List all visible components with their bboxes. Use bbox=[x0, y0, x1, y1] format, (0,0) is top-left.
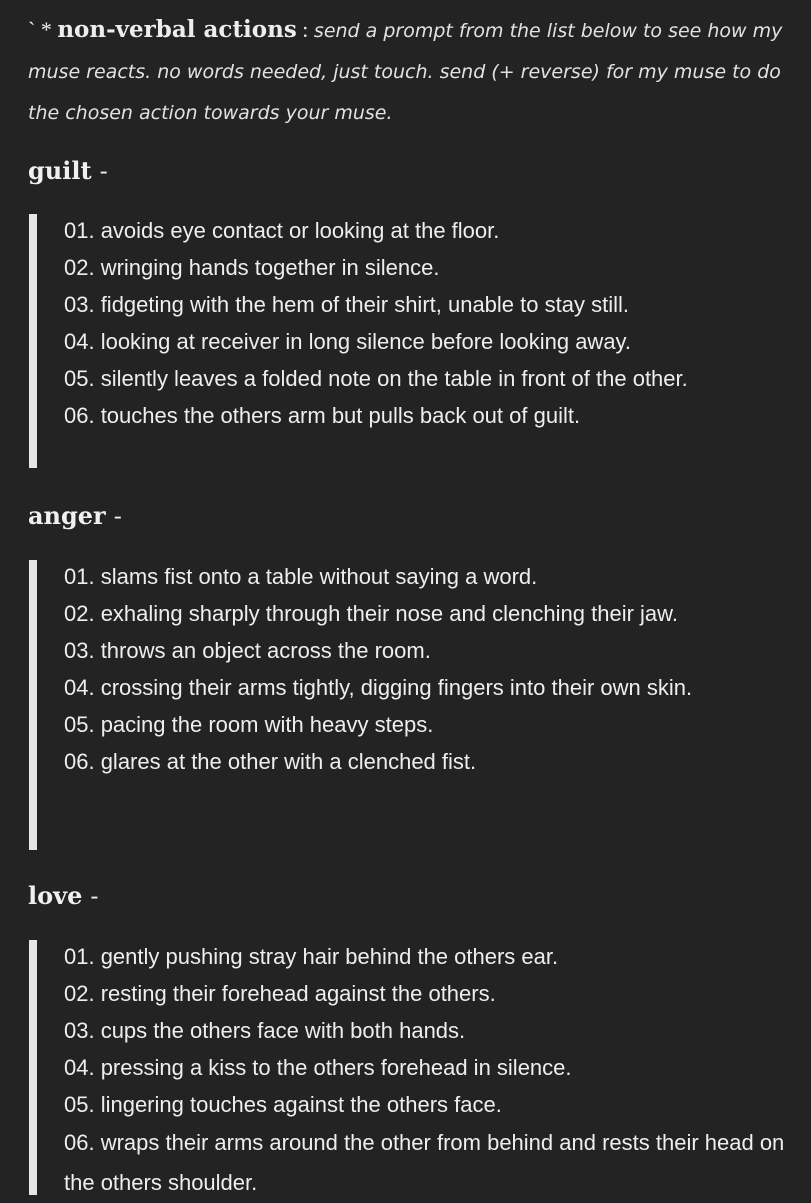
list-item: 02. resting their forehead against the others. bbox=[64, 981, 496, 1006]
action-list-guilt bbox=[64, 212, 794, 434]
section-heading-label: guilt bbox=[28, 156, 92, 185]
section-heading-anger bbox=[28, 501, 122, 531]
section-heading-dash: - bbox=[90, 882, 99, 910]
section-heading-dash: - bbox=[113, 502, 122, 530]
post-title: non-verbal actions bbox=[57, 16, 297, 43]
list-item: 03. fidgeting with the hem of their shirt, unable to stay still. bbox=[64, 292, 629, 317]
action-list-love bbox=[64, 938, 794, 1203]
list-item: 03. cups the others face with both hands. bbox=[64, 1018, 466, 1043]
list-item: 06. wraps their arms around the other from behind and rests their head on the others shoulder. bbox=[64, 1130, 785, 1195]
intro-description: send a prompt from the list below to see how my muse reacts. no words needed, just touch. send (+ reverse) for my muse to do the chosen action towards your muse. bbox=[28, 20, 783, 124]
action-list-anger bbox=[64, 558, 794, 780]
section-heading-label: anger bbox=[28, 501, 106, 530]
list-item: 01. avoids eye contact or looking at the floor. bbox=[64, 218, 500, 243]
list-item: 04. pressing a kiss to the others forehead in silence. bbox=[64, 1055, 572, 1080]
list-item: 05. silently leaves a folded note on the table in front of the other. bbox=[64, 366, 688, 391]
list-item: 04. crossing their arms tightly, digging fingers into their own skin. bbox=[64, 675, 693, 700]
list-item: 03. throws an object across the room. bbox=[64, 638, 431, 663]
list-item: 06. glares at the other with a clenched fist. bbox=[64, 749, 477, 774]
section-heading-label: love bbox=[28, 881, 83, 910]
quote-bar-guilt bbox=[29, 214, 37, 468]
list-item: 01. slams fist onto a table without saying a word. bbox=[64, 564, 538, 589]
list-item: 02. wringing hands together in silence. bbox=[64, 255, 440, 280]
list-item: 05. lingering touches against the others face. bbox=[64, 1092, 502, 1117]
title-colon: : bbox=[296, 17, 314, 42]
list-item: 05. pacing the room with heavy steps. bbox=[64, 712, 434, 737]
list-item: 06. touches the others arm but pulls back out of guilt. bbox=[64, 403, 581, 428]
section-heading-dash: - bbox=[99, 157, 108, 185]
intro-paragraph bbox=[28, 10, 798, 133]
section-heading-guilt bbox=[28, 156, 108, 186]
intro-mark: ` * bbox=[28, 17, 52, 42]
list-item: 01. gently pushing stray hair behind the others ear. bbox=[64, 944, 559, 969]
quote-bar-love bbox=[29, 940, 37, 1195]
quote-bar-anger bbox=[29, 560, 37, 850]
list-item: 02. exhaling sharply through their nose and clenching their jaw. bbox=[64, 601, 678, 626]
section-heading-love bbox=[28, 881, 98, 911]
list-item: 04. looking at receiver in long silence before looking away. bbox=[64, 329, 632, 354]
